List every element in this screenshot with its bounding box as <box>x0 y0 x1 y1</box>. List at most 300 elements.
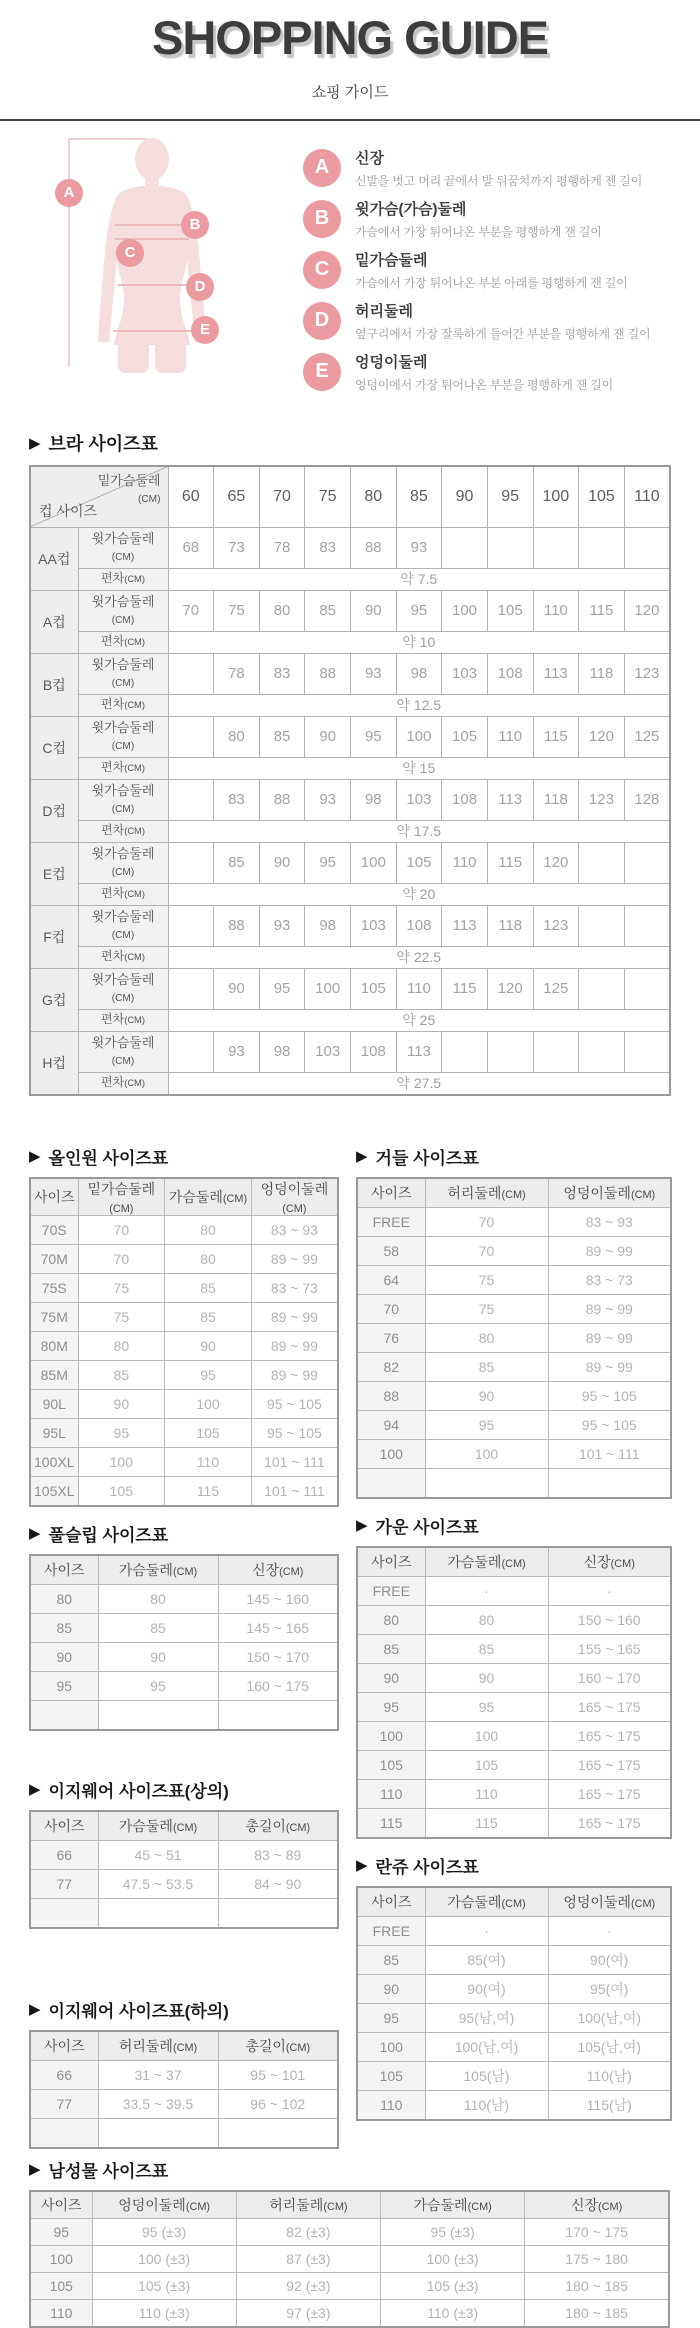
size-cell: 105(남) <box>425 2061 548 2090</box>
measurement-guide <box>0 121 700 404</box>
easywear-top-size-table <box>29 1810 339 1929</box>
size-cell: 83 ~ 89 <box>218 1840 338 1869</box>
table-row <box>357 1265 671 1294</box>
deviation-value-cell: 약 20 <box>168 883 670 905</box>
bust-value-cell: 93 <box>351 653 397 694</box>
size-cell: 83 ~ 73 <box>251 1273 338 1302</box>
size-cell <box>30 2118 98 2148</box>
column-header-cell: 허리둘레(CM) <box>98 2031 218 2061</box>
size-cell: 80 <box>165 1215 252 1244</box>
column-header-cell: 엉덩이둘레(CM) <box>548 1887 671 1917</box>
measurement-letter-badge: B <box>303 200 341 238</box>
fullslip-size-table <box>29 1554 339 1731</box>
bra-bust-row <box>30 590 670 631</box>
measurement-letter-badge: E <box>303 353 341 391</box>
bust-value-cell: 120 <box>579 716 625 757</box>
bust-value-cell <box>168 968 214 1009</box>
bust-value-cell: 110 <box>396 968 442 1009</box>
table-header-row <box>357 1547 671 1577</box>
bust-value-cell: 95 <box>396 590 442 631</box>
size-cell: 105 (±3) <box>381 2272 525 2299</box>
bust-value-cell: 88 <box>214 905 260 946</box>
size-cell: 95 ~ 105 <box>548 1381 671 1410</box>
size-cell: 85 <box>425 1352 548 1381</box>
bust-value-cell: 105 <box>396 842 442 883</box>
table-row <box>30 2245 669 2272</box>
bust-value-cell <box>624 968 670 1009</box>
section-heading <box>29 1144 339 1169</box>
measurement-text <box>355 302 650 342</box>
column-header-cell: 가슴둘레(CM) <box>98 1555 218 1585</box>
bust-value-cell: 98 <box>351 779 397 820</box>
size-cell: 95 <box>30 2218 92 2245</box>
bust-value-cell: 118 <box>533 779 579 820</box>
size-cell: · <box>548 1576 671 1605</box>
table-row <box>30 1360 338 1389</box>
bust-value-cell: 93 <box>259 905 305 946</box>
band-size-header-cell: 75 <box>305 466 351 528</box>
table-row <box>357 1207 671 1236</box>
bust-value-cell: 98 <box>259 1031 305 1072</box>
size-tables-left-column <box>29 1144 339 2149</box>
bust-value-cell <box>579 527 625 568</box>
table-row <box>357 2061 671 2090</box>
size-cell: 165 ~ 175 <box>548 1779 671 1808</box>
figure-letter-badge-a: A <box>55 179 83 207</box>
size-cell: 95 <box>425 1692 548 1721</box>
bust-value-cell: 123 <box>579 779 625 820</box>
bust-value-cell: 78 <box>214 653 260 694</box>
table-row <box>30 1447 338 1476</box>
size-cell: 75S <box>30 1273 78 1302</box>
size-cell: 95 <box>357 1692 425 1721</box>
size-tables-grid <box>29 1144 700 2149</box>
bust-value-cell: 85 <box>305 590 351 631</box>
section-heading <box>29 1997 339 2022</box>
size-cell: 76 <box>357 1323 425 1352</box>
gown-size-section <box>356 1513 672 1839</box>
size-cell: 110 <box>165 1447 252 1476</box>
cup-size-cell: E컵 <box>30 842 78 905</box>
measurement-list <box>303 135 700 404</box>
body-figure <box>55 135 255 373</box>
size-cell <box>98 1700 218 1730</box>
easywear-top-size-section <box>29 1777 339 1929</box>
bust-value-cell: 95 <box>305 842 351 883</box>
easywear-bottom-size-section <box>29 1997 339 2149</box>
size-cell: 105 <box>165 1418 252 1447</box>
bra-header-row <box>30 466 670 528</box>
size-cell: 110(남) <box>548 2061 671 2090</box>
bra-corner-cell <box>30 466 168 528</box>
deviation-label-cell: 편차(CM) <box>78 946 168 968</box>
size-cell: 105(남,여) <box>548 2032 671 2061</box>
bust-value-cell: 123 <box>624 653 670 694</box>
size-cell: 89 ~ 99 <box>251 1302 338 1331</box>
deviation-value-cell: 약 25 <box>168 1009 670 1031</box>
column-header-cell: 신장(CM) <box>548 1547 671 1577</box>
size-cell: 80 <box>425 1605 548 1634</box>
table-row <box>30 2060 338 2089</box>
table-row <box>357 2003 671 2032</box>
bust-value-cell <box>624 1031 670 1072</box>
size-cell: 92 (±3) <box>236 2272 380 2299</box>
size-cell: 165 ~ 175 <box>548 1750 671 1779</box>
size-cell: 89 ~ 99 <box>251 1331 338 1360</box>
size-cell: 89 ~ 99 <box>548 1323 671 1352</box>
size-cell: 110 (±3) <box>381 2299 525 2327</box>
size-cell: 66 <box>30 2060 98 2089</box>
measurement-item <box>303 353 700 393</box>
bust-value-cell: 85 <box>259 716 305 757</box>
measurement-name: 윗가슴(가슴)둘레 <box>355 200 467 218</box>
bust-value-cell: 115 <box>579 590 625 631</box>
size-cell: 85 <box>78 1360 165 1389</box>
size-cell: 95L <box>30 1418 78 1447</box>
bust-value-cell: 113 <box>442 905 488 946</box>
size-cell: 110 <box>425 1779 548 1808</box>
page-subtitle: 쇼핑 가이드 <box>311 83 389 101</box>
allinone-size-section <box>29 1144 339 1507</box>
size-cell: 96 ~ 102 <box>218 2089 338 2118</box>
cup-size-cell: A컵 <box>30 590 78 653</box>
band-size-header-cell: 85 <box>396 466 442 528</box>
size-cell: 100(남,여) <box>425 2032 548 2061</box>
band-size-header-cell: 100 <box>533 466 579 528</box>
size-cell: 80 <box>78 1331 165 1360</box>
cup-size-cell: H컵 <box>30 1031 78 1095</box>
deviation-value-cell: 약 22.5 <box>168 946 670 968</box>
bust-value-cell: 128 <box>624 779 670 820</box>
deviation-value-cell: 약 12.5 <box>168 694 670 716</box>
section-title: 풀슬립 사이즈표 <box>48 1525 169 1545</box>
allinone-size-table <box>29 1177 339 1507</box>
bust-label-cell: 윗가슴둘레 (CM) <box>78 842 168 883</box>
body-silhouette-illustration <box>55 135 255 373</box>
table-row <box>30 2272 669 2299</box>
column-header-cell: 엉덩이둘레(CM) <box>548 1178 671 1208</box>
bust-value-cell: 88 <box>351 527 397 568</box>
section-title: 가운 사이즈표 <box>375 1517 479 1537</box>
section-title: 거들 사이즈표 <box>375 1148 479 1168</box>
bust-value-cell: 80 <box>214 716 260 757</box>
size-cell: 95 ~ 105 <box>251 1389 338 1418</box>
size-cell: 70M <box>30 1244 78 1273</box>
size-cell: 105XL <box>30 1476 78 1506</box>
size-cell: 110 <box>357 2090 425 2120</box>
bust-value-cell: 103 <box>396 779 442 820</box>
section-heading <box>29 1521 339 1546</box>
size-cell: 100 (±3) <box>92 2245 236 2272</box>
table-header-row <box>30 1811 338 1841</box>
deviation-label-cell: 편차(CM) <box>78 631 168 653</box>
bust-value-cell: 125 <box>533 968 579 1009</box>
triangle-bullet-icon: ▶ <box>29 1525 41 1543</box>
table-row <box>30 1869 338 1898</box>
column-header-cell: 총길이(CM) <box>218 1811 338 1841</box>
section-heading <box>356 1853 672 1878</box>
size-cell: 70 <box>78 1215 165 1244</box>
size-cell: 90(여) <box>425 1974 548 2003</box>
size-cell: 90L <box>30 1389 78 1418</box>
section-heading <box>356 1144 672 1169</box>
column-header-cell: 엉덩이둘레(CM) <box>92 2191 236 2219</box>
column-header-cell: 신장(CM) <box>218 1555 338 1585</box>
size-cell: 110 <box>30 2299 92 2327</box>
size-cell: FREE <box>357 1576 425 1605</box>
size-cell <box>98 2118 218 2148</box>
size-cell: 150 ~ 170 <box>218 1642 338 1671</box>
size-cell: 100XL <box>30 1447 78 1476</box>
size-cell: 110 (±3) <box>92 2299 236 2327</box>
size-cell: 47.5 ~ 53.5 <box>98 1869 218 1898</box>
table-row <box>357 1576 671 1605</box>
measurement-desc: 옆구리에서 가장 잘록하게 들어간 부분을 평행하게 잰 길이 <box>355 326 651 341</box>
size-cell: 180 ~ 185 <box>525 2299 669 2327</box>
size-cell: 85M <box>30 1360 78 1389</box>
column-header-cell: 가슴둘레(CM) <box>425 1887 548 1917</box>
table-header-row <box>30 1555 338 1585</box>
size-cell: 89 ~ 99 <box>548 1236 671 1265</box>
bust-value-cell <box>579 968 625 1009</box>
table-row <box>357 1468 671 1498</box>
size-cell: 83 ~ 93 <box>251 1215 338 1244</box>
table-header-row <box>357 1178 671 1208</box>
bust-value-cell: 93 <box>214 1031 260 1072</box>
table-row <box>30 1671 338 1700</box>
table-row <box>30 1273 338 1302</box>
bust-value-cell: 118 <box>579 653 625 694</box>
measurement-text <box>355 353 613 393</box>
bust-label-cell: 윗가슴둘레 (CM) <box>78 527 168 568</box>
section-title: 이지웨어 사이즈표(상의) <box>48 1781 229 1801</box>
table-row <box>357 1692 671 1721</box>
triangle-bullet-icon: ▶ <box>29 1781 41 1799</box>
size-cell: 165 ~ 175 <box>548 1808 671 1838</box>
size-cell <box>218 1700 338 1730</box>
table-row <box>30 2089 338 2118</box>
bust-value-cell: 110 <box>442 842 488 883</box>
size-cell: 145 ~ 160 <box>218 1584 338 1613</box>
size-cell: 145 ~ 165 <box>218 1613 338 1642</box>
size-cell: 95 <box>425 1410 548 1439</box>
band-size-header-cell: 95 <box>487 466 533 528</box>
size-cell: 110(남) <box>425 2090 548 2120</box>
size-cell: 75 <box>425 1265 548 1294</box>
column-header-cell: 사이즈 <box>30 1555 98 1585</box>
size-cell: 90 <box>78 1389 165 1418</box>
table-row <box>357 1750 671 1779</box>
column-header-cell: 총길이(CM) <box>218 2031 338 2061</box>
size-cell: 100 <box>425 1721 548 1750</box>
band-size-header-cell: 65 <box>214 466 260 528</box>
size-cell: 64 <box>357 1265 425 1294</box>
size-cell: 115 <box>357 1808 425 1838</box>
table-row <box>357 1634 671 1663</box>
column-header-cell: 사이즈 <box>357 1178 425 1208</box>
size-cell: 70 <box>425 1236 548 1265</box>
size-cell: 85(여) <box>425 1945 548 1974</box>
section-title: 올인원 사이즈표 <box>48 1148 169 1168</box>
column-header-cell: 사이즈 <box>30 1811 98 1841</box>
bust-value-cell: 80 <box>259 590 305 631</box>
size-cell: 83 ~ 73 <box>548 1265 671 1294</box>
bust-value-cell: 95 <box>259 968 305 1009</box>
size-cell: 66 <box>30 1840 98 1869</box>
girdle-size-section <box>356 1144 672 1499</box>
table-row <box>30 1389 338 1418</box>
table-row <box>30 1215 338 1244</box>
bust-value-cell: 73 <box>214 527 260 568</box>
size-cell: 110 <box>357 1779 425 1808</box>
size-cell <box>425 1468 548 1498</box>
bust-value-cell: 100 <box>351 842 397 883</box>
size-cell: 80M <box>30 1331 78 1360</box>
bust-value-cell <box>487 1031 533 1072</box>
size-cell: 101 ~ 111 <box>251 1476 338 1506</box>
measurement-desc: 엉덩이에서 가장 튀어나온 부분을 평행하게 잰 길이 <box>355 377 614 392</box>
column-header-cell: 엉덩이둘레(CM) <box>251 1178 338 1216</box>
size-cell: 70 <box>78 1244 165 1273</box>
deviation-label-cell: 편차(CM) <box>78 883 168 905</box>
bust-value-cell <box>168 842 214 883</box>
bust-value-cell: 98 <box>305 905 351 946</box>
bust-value-cell: 75 <box>214 590 260 631</box>
table-header-row <box>30 2031 338 2061</box>
size-cell: 90 <box>357 1974 425 2003</box>
deviation-label-cell: 편차(CM) <box>78 1009 168 1031</box>
bust-label-cell: 윗가슴둘레 (CM) <box>78 590 168 631</box>
table-header-row <box>30 1178 338 1216</box>
corner-label-cup-size: 컵 사이즈 <box>39 502 97 519</box>
bust-value-cell: 123 <box>533 905 579 946</box>
bust-value-cell <box>168 779 214 820</box>
size-cell: 75 <box>78 1273 165 1302</box>
size-cell <box>30 1898 98 1928</box>
column-header-cell: 가슴둘레(CM) <box>381 2191 525 2219</box>
size-cell: 33.5 ~ 39.5 <box>98 2089 218 2118</box>
bra-size-section <box>29 430 700 1096</box>
bra-bust-row <box>30 716 670 757</box>
size-cell: 85 <box>357 1945 425 1974</box>
table-row <box>357 1945 671 1974</box>
bra-deviation-row <box>30 694 670 716</box>
bust-value-cell: 105 <box>351 968 397 1009</box>
size-cell: 70 <box>425 1207 548 1236</box>
bust-value-cell <box>442 1031 488 1072</box>
size-cell: 95(남,여) <box>425 2003 548 2032</box>
table-row <box>357 2090 671 2120</box>
fullslip-size-section <box>29 1521 339 1731</box>
size-cell: 90 <box>425 1663 548 1692</box>
table-row <box>357 1439 671 1468</box>
triangle-bullet-icon: ▶ <box>29 2161 41 2179</box>
bust-value-cell: 103 <box>351 905 397 946</box>
table-row <box>357 1605 671 1634</box>
bust-value-cell: 90 <box>351 590 397 631</box>
bust-value-cell: 120 <box>624 590 670 631</box>
table-row <box>30 1613 338 1642</box>
mens-size-section <box>29 2157 670 2328</box>
section-heading <box>29 2157 670 2182</box>
column-header-cell: 사이즈 <box>30 2031 98 2061</box>
size-cell: 89 ~ 99 <box>548 1352 671 1381</box>
bust-value-cell <box>168 1031 214 1072</box>
measurement-text <box>355 251 628 291</box>
section-heading <box>356 1513 672 1538</box>
column-header-cell: 허리둘레(CM) <box>236 2191 380 2219</box>
bust-value-cell <box>579 842 625 883</box>
size-cell: 88 <box>357 1381 425 1410</box>
column-header-cell: 가슴둘레(CM) <box>98 1811 218 1841</box>
band-size-header-cell: 80 <box>351 466 397 528</box>
size-cell: 100(남,여) <box>548 2003 671 2032</box>
lanju-size-table <box>356 1886 672 2121</box>
table-row <box>30 2299 669 2327</box>
page-header <box>0 0 700 121</box>
size-cell: 82 (±3) <box>236 2218 380 2245</box>
size-cell: 80 <box>425 1323 548 1352</box>
size-cell: 85 <box>165 1302 252 1331</box>
bust-value-cell: 115 <box>442 968 488 1009</box>
bra-bust-row <box>30 779 670 820</box>
bust-value-cell: 70 <box>168 590 214 631</box>
measurement-name: 밑가슴둘레 <box>355 251 428 269</box>
size-cell: 105 <box>425 1750 548 1779</box>
table-row <box>30 1418 338 1447</box>
bust-value-cell: 108 <box>442 779 488 820</box>
size-cell: 165 ~ 175 <box>548 1721 671 1750</box>
bust-value-cell: 100 <box>305 968 351 1009</box>
size-cell: 89 ~ 99 <box>251 1244 338 1273</box>
bust-value-cell: 93 <box>396 527 442 568</box>
bust-label-cell: 윗가슴둘레 (CM) <box>78 716 168 757</box>
bust-value-cell: 103 <box>442 653 488 694</box>
size-cell: 105 <box>78 1476 165 1506</box>
size-cell: 75M <box>30 1302 78 1331</box>
bust-value-cell <box>533 1031 579 1072</box>
size-cell: 87 (±3) <box>236 2245 380 2272</box>
size-cell: 82 <box>357 1352 425 1381</box>
size-cell: 95 ~ 105 <box>548 1410 671 1439</box>
deviation-value-cell: 약 7.5 <box>168 568 670 590</box>
table-row <box>30 1302 338 1331</box>
size-cell: 70S <box>30 1215 78 1244</box>
table-row <box>357 1779 671 1808</box>
table-row <box>357 1974 671 2003</box>
bust-value-cell: 120 <box>533 842 579 883</box>
cup-size-cell: D컵 <box>30 779 78 842</box>
bust-value-cell <box>624 527 670 568</box>
table-row <box>30 1840 338 1869</box>
bust-value-cell: 108 <box>351 1031 397 1072</box>
bust-value-cell: 88 <box>305 653 351 694</box>
bust-value-cell: 118 <box>487 905 533 946</box>
girdle-size-table <box>356 1177 672 1499</box>
deviation-label-cell: 편차(CM) <box>78 568 168 590</box>
size-cell <box>30 1700 98 1730</box>
column-header-cell: 가슴둘레(CM) <box>165 1178 252 1216</box>
size-cell: 90 <box>165 1331 252 1360</box>
bust-value-cell: 113 <box>533 653 579 694</box>
deviation-label-cell: 편차(CM) <box>78 820 168 842</box>
size-cell: 90 <box>98 1642 218 1671</box>
measurement-item <box>303 302 700 342</box>
size-cell: 95(여) <box>548 1974 671 2003</box>
size-cell: 100 (±3) <box>381 2245 525 2272</box>
size-cell: 100 <box>165 1389 252 1418</box>
column-header-cell: 사이즈 <box>357 1887 425 1917</box>
